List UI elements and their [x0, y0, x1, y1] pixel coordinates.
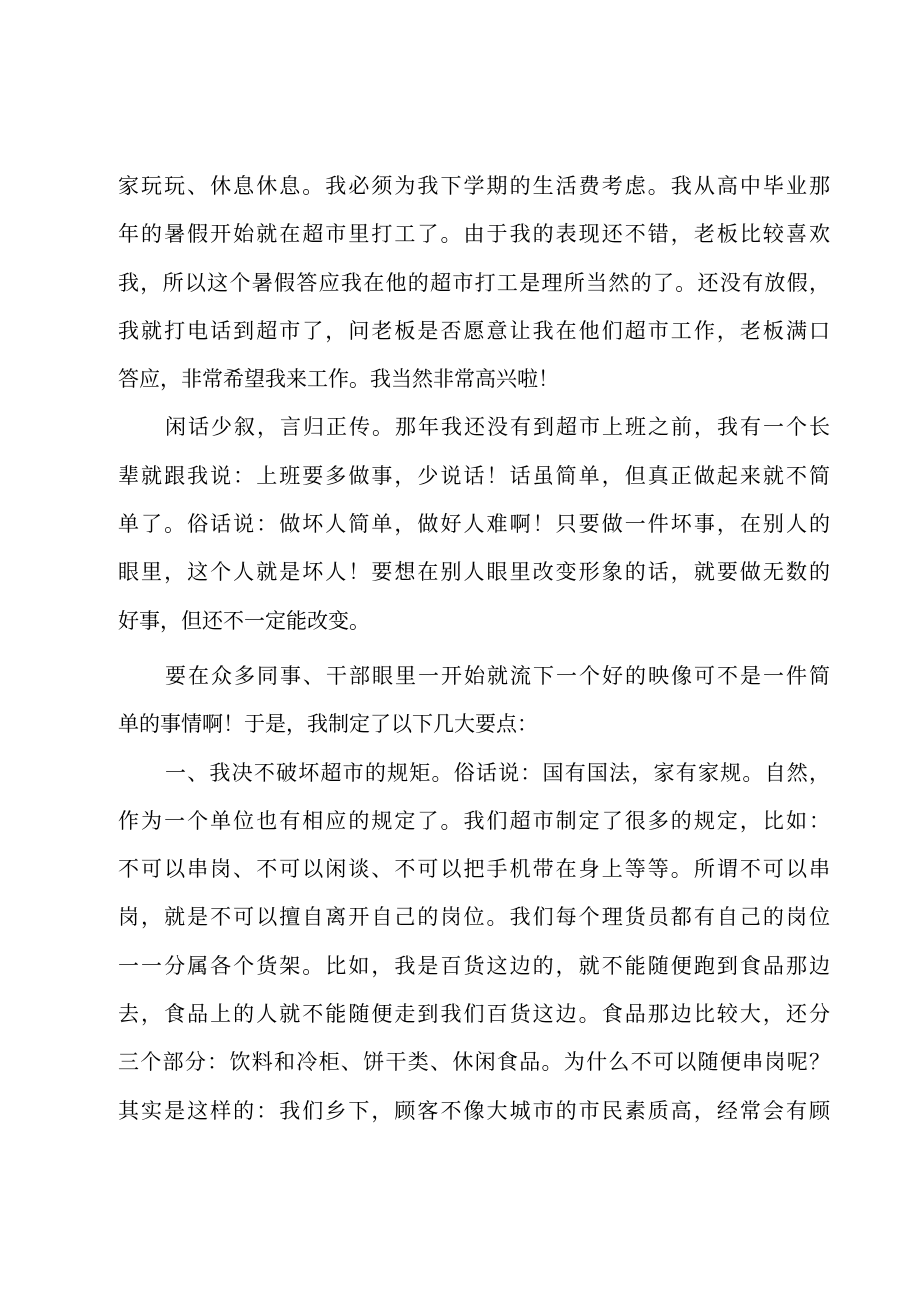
- paragraph-1: [118, 162, 830, 403]
- text-line: 三个部分：饮料和冷柜、饼干类、休闲食品。为什么不可以随便串岗呢？: [118, 1050, 830, 1075]
- text-line: 一一分属各个货架。比如，我是百货这边的，就不能随便跑到食品那边: [118, 953, 830, 978]
- text-line: 我就打电话到超市了，问老板是否愿意让我在他们超市工作，老板满口: [118, 318, 830, 343]
- paragraph-4: [118, 749, 830, 1135]
- text-line: 其实是这样的：我们乡下，顾客不像大城市的市民素质高，经常会有顾: [118, 1098, 830, 1123]
- text-line: 闲话少叙，言归正传。那年我还没有到超市上班之前，我有一个长: [165, 415, 830, 440]
- text-line: 单的事情啊！于是，我制定了以下几大要点：: [118, 712, 538, 737]
- text-line: 年的暑假开始就在超市里打工了。由于我的表现还不错，老板比较喜欢: [118, 222, 830, 247]
- text-line: 单了。俗话说：做坏人简单，做好人难啊！只要做一件坏事，在别人的: [118, 512, 830, 537]
- text-line: 岗，就是不可以擅自离开自己的岗位。我们每个理货员都有自己的岗位: [118, 905, 830, 930]
- paragraph-spacer: [118, 645, 830, 652]
- text-line: 好事，但还不一定能改变。: [118, 608, 370, 633]
- text-line: 一、我决不破坏超市的规矩。俗话说：国有国法，家有家规。自然，: [165, 760, 830, 785]
- text-line: 我，所以这个暑假答应我在他的超市打工是理所当然的了。还没有放假，: [118, 270, 830, 295]
- text-line: 不可以串岗、不可以闲谈、不可以把手机带在身上等等。所谓不可以串: [118, 857, 830, 882]
- text-line: 作为一个单位也有相应的规定了。我们超市制定了很多的规定，比如：: [118, 808, 830, 833]
- text-line: 去，食品上的人就不能随便走到我们百货这边。食品那边比较大，还分: [118, 1002, 830, 1027]
- text-line: 答应，非常希望我来工作。我当然非常高兴啦！: [118, 367, 559, 392]
- text-line: 辈就跟我说：上班要多做事，少说话！话虽简单，但真正做起来就不简: [118, 463, 830, 488]
- text-line: 要在众多同事、干部眼里一开始就流下一个好的映像可不是一件简: [165, 663, 830, 688]
- paragraph-3: [118, 652, 830, 749]
- text-line: 家玩玩、休息休息。我必须为我下学期的生活费考虑。我从高中毕业那: [118, 174, 830, 198]
- text-line: 眼里，这个人就是坏人！要想在别人眼里改变形象的话，就要做无数的: [118, 560, 830, 585]
- document-body: [118, 162, 830, 1135]
- paragraph-2: [118, 403, 830, 644]
